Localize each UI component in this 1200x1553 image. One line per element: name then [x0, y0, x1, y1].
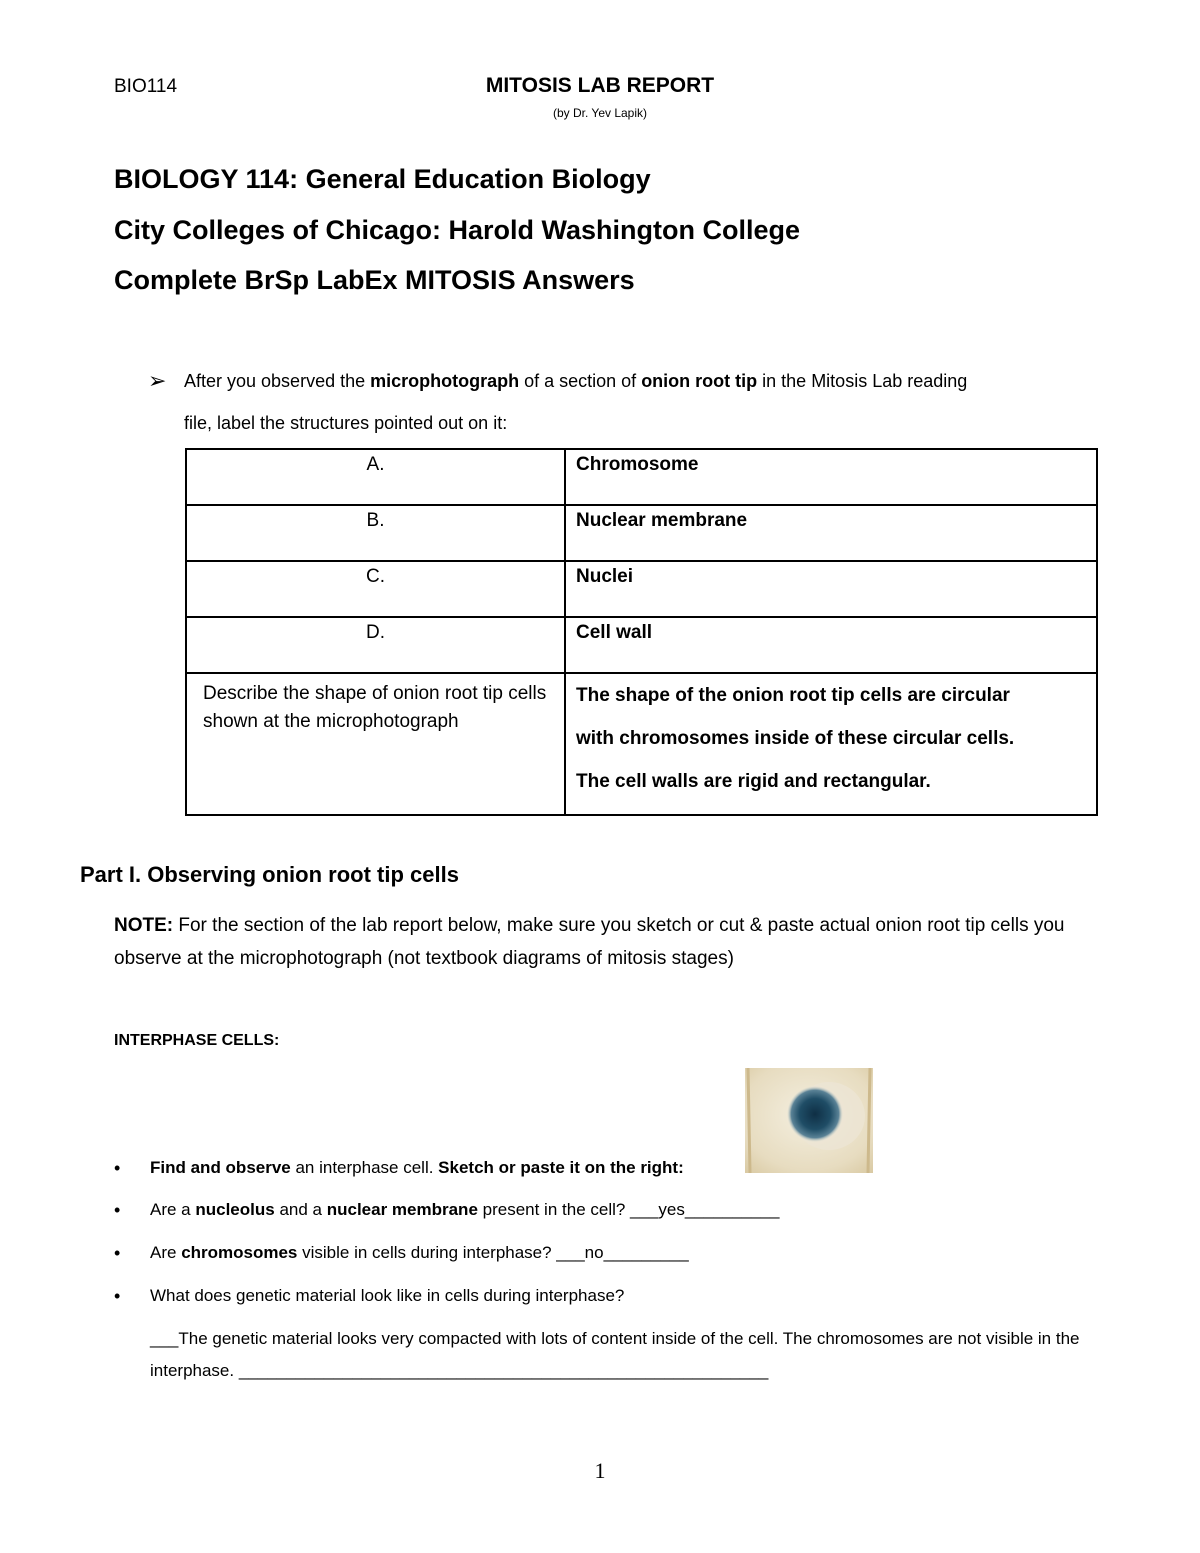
- row-label: D.: [186, 617, 565, 673]
- row-answer: Nuclear membrane: [565, 505, 1097, 561]
- heading-college: City Colleges of Chicago: Harold Washington College: [114, 215, 801, 245]
- instruction-line-1: After you observed the microphotograph of a section of onion root tip in the Mitosis Lab reading: [184, 371, 968, 391]
- instruction-line-2: file, label the structures pointed out on it:: [184, 413, 508, 433]
- question-find-cell: Find and observe an interphase cell. Sketch or paste it on the right:: [150, 1158, 684, 1177]
- table-row: [186, 449, 1097, 505]
- question-genetic-material: What does genetic material look like in cells during interphase?: [150, 1286, 625, 1305]
- table-row-describe: [186, 673, 1097, 815]
- describe-answer: The shape of the onion root tip cells are circular with chromosomes inside of these circular cells. The cell walls are rigid and rectangular.: [565, 673, 1097, 815]
- page-number: 1: [594, 1458, 606, 1483]
- describe-question: Describe the shape of onion root tip cells shown at the microphotograph: [186, 673, 565, 815]
- part1-title: Part I. Observing onion root tip cells: [80, 862, 459, 887]
- question-nucleolus: Are a nucleolus and a nuclear membrane present in the cell? ___yes__________: [150, 1200, 780, 1219]
- bullet-icon: •: [114, 1158, 121, 1178]
- row-label: A.: [186, 449, 565, 505]
- row-answer: Nuclei: [565, 561, 1097, 617]
- course-code: BIO114: [114, 76, 178, 97]
- row-label: C.: [186, 561, 565, 617]
- row-answer: Cell wall: [565, 617, 1097, 673]
- bullet-icon: •: [114, 1286, 121, 1306]
- heading-assignment: Complete BrSp LabEx MITOSIS Answers: [114, 265, 635, 295]
- table-row: [186, 617, 1097, 673]
- interphase-heading: INTERPHASE CELLS:: [114, 1032, 280, 1049]
- bullet-icon: •: [114, 1200, 121, 1220]
- arrow-bullet-icon: ➢: [148, 368, 167, 393]
- question-chromosomes: Are chromosomes visible in cells during interphase? ___no_________: [150, 1243, 689, 1262]
- table-row: [186, 505, 1097, 561]
- interphase-cell-photo: [745, 1068, 873, 1173]
- heading-course: BIOLOGY 114: General Education Biology: [114, 164, 651, 194]
- structure-label-table: [185, 448, 1098, 816]
- document-title: MITOSIS LAB REPORT: [485, 74, 715, 97]
- row-answer: Chromosome: [565, 449, 1097, 505]
- bullet-icon: •: [114, 1243, 121, 1263]
- table-row: [186, 561, 1097, 617]
- row-label: B.: [186, 505, 565, 561]
- part1-note: NOTE: For the section of the lab report below, make sure you sketch or cut & paste actual onion root tip cells you observe at the microphotograph (not textbook diagrams of mitosis stages): [114, 915, 1065, 969]
- answer-genetic-material: ___The genetic material looks very compacted with lots of content inside of the cell. The chromosomes are not visible in the interphase. ________________________________________________________: [150, 1329, 1080, 1380]
- byline: (by Dr. Yev Lapik): [552, 106, 648, 120]
